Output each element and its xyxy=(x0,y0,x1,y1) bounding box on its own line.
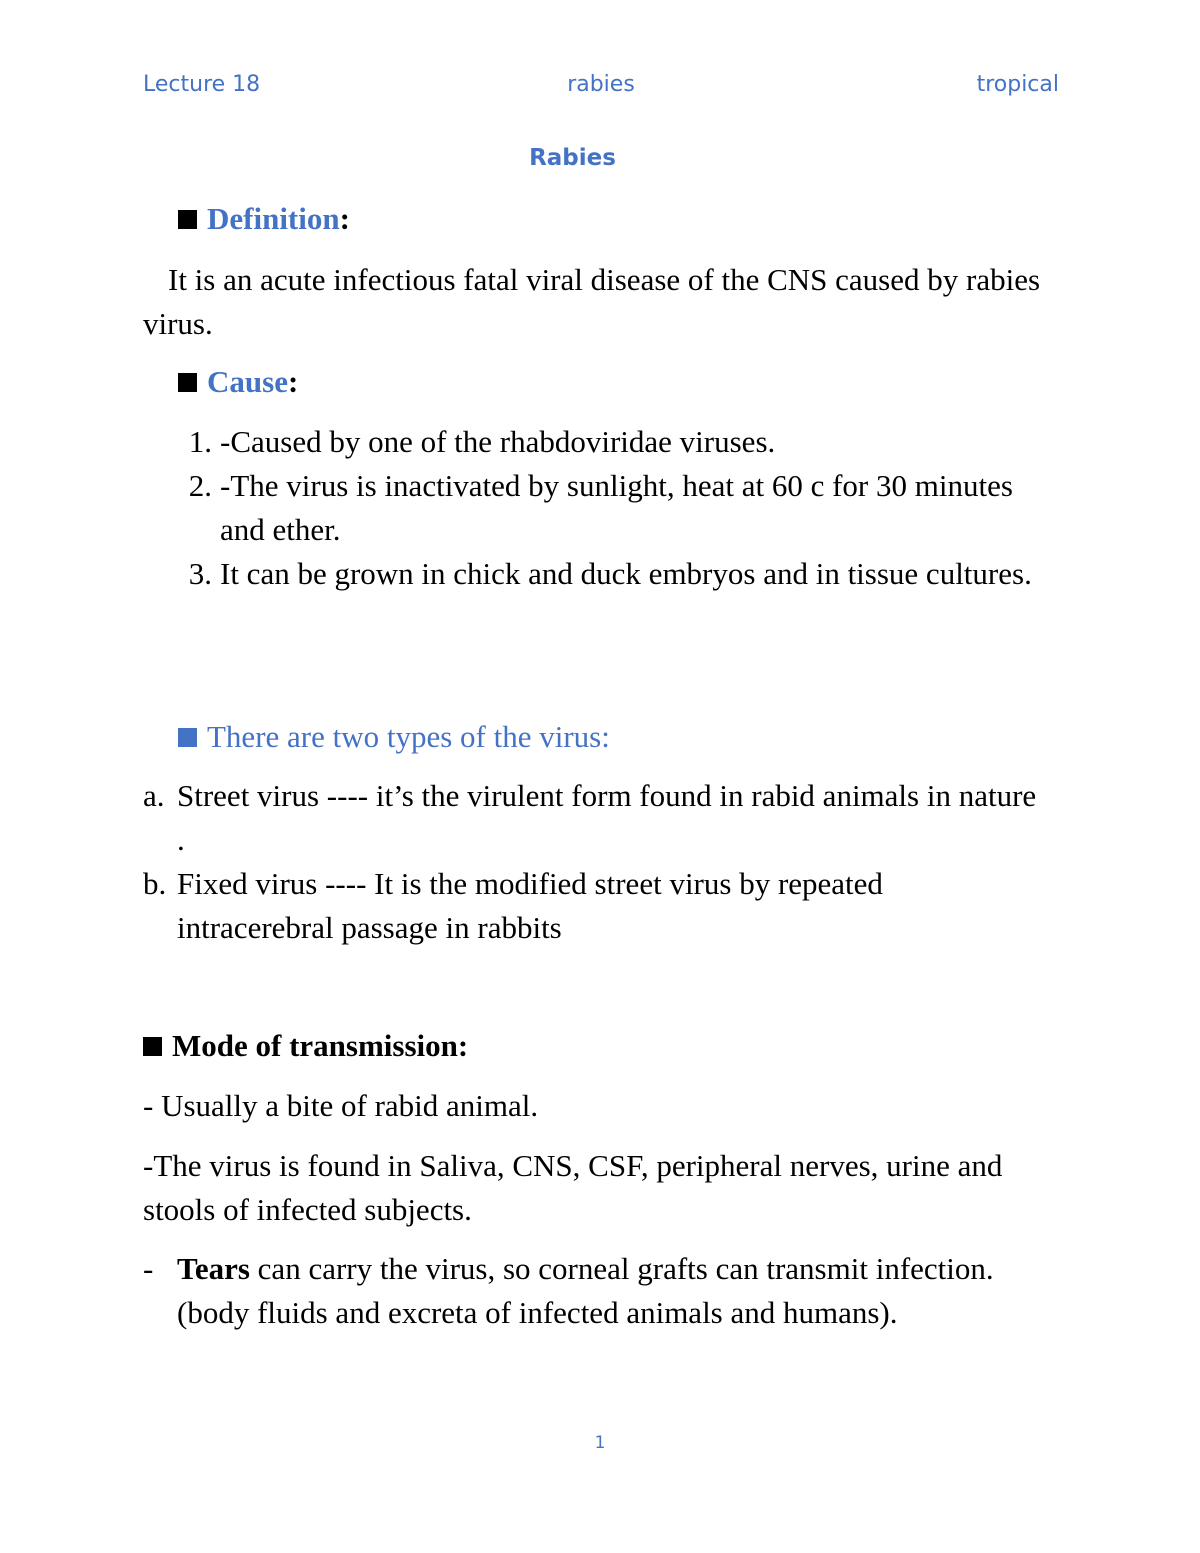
definition-heading-colon: : xyxy=(339,201,350,236)
transmission-heading xyxy=(143,1024,468,1068)
header-center: rabies xyxy=(567,72,635,97)
square-bullet-icon xyxy=(178,373,197,392)
cause-list xyxy=(0,420,1200,650)
page-number: 1 xyxy=(594,1433,606,1453)
definition-text: It is an acute infectious fatal viral disease of the CNS caused by rabies virus. xyxy=(143,262,1041,341)
cause-heading xyxy=(178,360,298,404)
transmission-heading-label: Mode of transmission: xyxy=(172,1028,469,1063)
cause-heading-label: Cause xyxy=(207,364,288,399)
square-bullet-icon xyxy=(143,1037,162,1056)
list-letter: a. xyxy=(143,778,165,813)
definition-heading xyxy=(178,197,350,241)
cause-heading-colon: : xyxy=(287,364,299,399)
transmission-line-3-dash: - xyxy=(143,1251,154,1286)
definition-heading-label: Definition xyxy=(207,201,340,236)
transmission-line-3-rest: can carry the virus, so corneal grafts can transmit infection. (body fluids and excreta of infected animals and humans). xyxy=(177,1251,994,1330)
list-number: 2. xyxy=(188,468,212,503)
list-item: Fixed virus ---- It is the modified street virus by repeated intracerebral passage in rabbits xyxy=(177,866,883,945)
page-header xyxy=(143,72,1059,104)
types-list xyxy=(0,774,1200,954)
list-item: It can be grown in chick and duck embryos and in tissue cultures. xyxy=(220,556,1032,591)
document-title: Rabies xyxy=(529,145,616,171)
types-heading-label: There are two types of the virus: xyxy=(207,719,610,754)
list-item: -Caused by one of the rhabdoviridae viruses. xyxy=(220,424,776,459)
header-right: tropical xyxy=(976,72,1059,97)
list-item: Street virus ---- it’s the virulent form found in rabid animals in nature . xyxy=(177,778,1037,857)
transmission-line-1: - Usually a bite of rabid animal. xyxy=(143,1088,539,1123)
list-number: 3. xyxy=(188,556,212,591)
list-letter: b. xyxy=(143,866,167,901)
list-number: 1. xyxy=(188,424,212,459)
list-item: -The virus is inactivated by sunlight, heat at 60 c for 30 minutes and ether. xyxy=(220,468,1013,547)
transmission-line-3 xyxy=(177,1247,1017,1335)
transmission-line-2: -The virus is found in Saliva, CNS, CSF, peripheral nerves, urine and stools of infected subjects. xyxy=(143,1148,1003,1227)
square-bullet-icon xyxy=(178,728,197,747)
square-bullet-icon xyxy=(178,210,197,229)
types-heading xyxy=(178,715,610,759)
header-left: Lecture 18 xyxy=(143,72,261,97)
tears-bold-text: Tears xyxy=(177,1251,250,1286)
